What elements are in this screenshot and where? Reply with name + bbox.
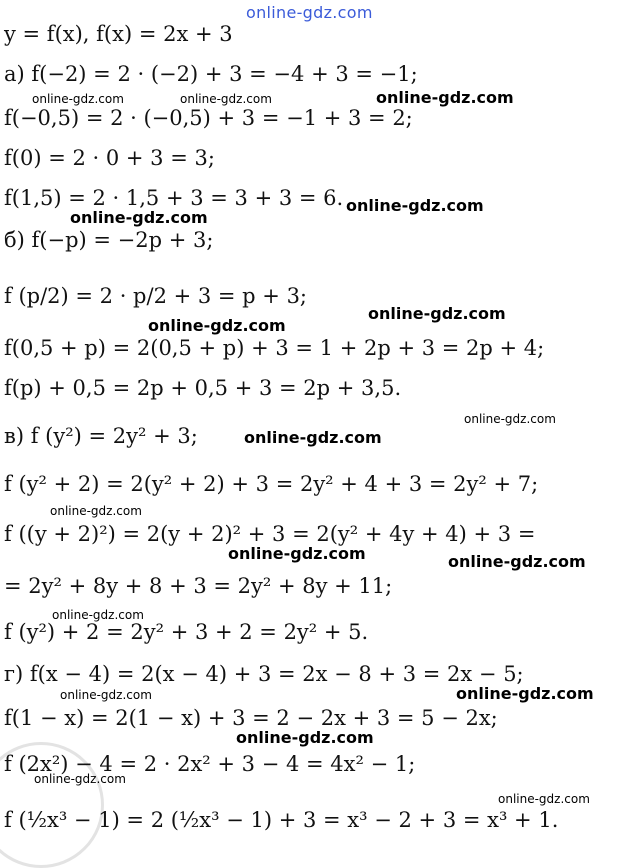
watermark-text: online-gdz.com xyxy=(148,316,286,335)
watermark-text: online-gdz.com xyxy=(244,428,382,447)
watermark-text: online-gdz.com xyxy=(448,552,586,571)
watermark-text: online-gdz.com xyxy=(236,728,374,747)
watermark-text: online-gdz.com xyxy=(376,88,514,107)
equation-line: б) f(−p) = −2p + 3; xyxy=(4,228,214,252)
watermark-text: online-gdz.com xyxy=(228,544,366,563)
watermark-text: online-gdz.com xyxy=(52,608,144,622)
equation-line: f (2x²) − 4 = 2 · 2x² + 3 − 4 = 4x² − 1; xyxy=(4,752,416,776)
equation-line: f(−0,5) = 2 · (−0,5) + 3 = −1 + 3 = 2; xyxy=(4,106,413,130)
watermark-text: online-gdz.com xyxy=(70,208,208,227)
equation-line: f(0) = 2 · 0 + 3 = 3; xyxy=(4,146,215,170)
equation-line: f(1 − x) = 2(1 − x) + 3 = 2 − 2x + 3 = 5 − 2x; xyxy=(4,706,498,730)
watermark-text: online-gdz.com xyxy=(60,688,152,702)
equation-line: f (y² + 2) = 2(y² + 2) + 3 = 2y² + 4 + 3 = 2y² + 7; xyxy=(4,472,539,496)
equation-line: = 2y² + 8y + 8 + 3 = 2y² + 8y + 11; xyxy=(4,574,393,598)
watermark-top: online-gdz.com xyxy=(246,3,373,22)
watermark-text: online-gdz.com xyxy=(368,304,506,323)
equation-line: f(1,5) = 2 · 1,5 + 3 = 3 + 3 = 6. xyxy=(4,186,344,210)
equation-line: f (½x³ − 1) = 2 (½x³ − 1) + 3 = x³ − 2 + 3 = x³ + 1. xyxy=(4,808,559,832)
watermark-text: online-gdz.com xyxy=(464,412,556,426)
equation-line: f(p) + 0,5 = 2p + 0,5 + 3 = 2p + 3,5. xyxy=(4,376,402,400)
watermark-text: online-gdz.com xyxy=(346,196,484,215)
equation-line: в) f (y²) = 2y² + 3; xyxy=(4,424,198,448)
watermark-text: online-gdz.com xyxy=(180,92,272,106)
watermark-text: online-gdz.com xyxy=(50,504,142,518)
watermark-text: online-gdz.com xyxy=(456,684,594,703)
equation-line: y = f(x), f(x) = 2x + 3 xyxy=(4,22,233,46)
equation-line: f ((y + 2)²) = 2(y + 2)² + 3 = 2(y² + 4y + 4) + 3 = xyxy=(4,522,536,546)
equation-line: а) f(−2) = 2 · (−2) + 3 = −4 + 3 = −1; xyxy=(4,62,418,86)
equation-line: f (p/2) = 2 · p/2 + 3 = p + 3; xyxy=(4,284,308,308)
equation-line: f (y²) + 2 = 2y² + 3 + 2 = 2y² + 5. xyxy=(4,620,369,644)
watermark-text: online-gdz.com xyxy=(34,772,126,786)
watermark-text: online-gdz.com xyxy=(498,792,590,806)
equation-line: f(0,5 + p) = 2(0,5 + p) + 3 = 1 + 2p + 3 = 2p + 4; xyxy=(4,336,545,360)
equation-line: г) f(x − 4) = 2(x − 4) + 3 = 2x − 8 + 3 = 2x − 5; xyxy=(4,662,524,686)
watermark-text: online-gdz.com xyxy=(32,92,124,106)
